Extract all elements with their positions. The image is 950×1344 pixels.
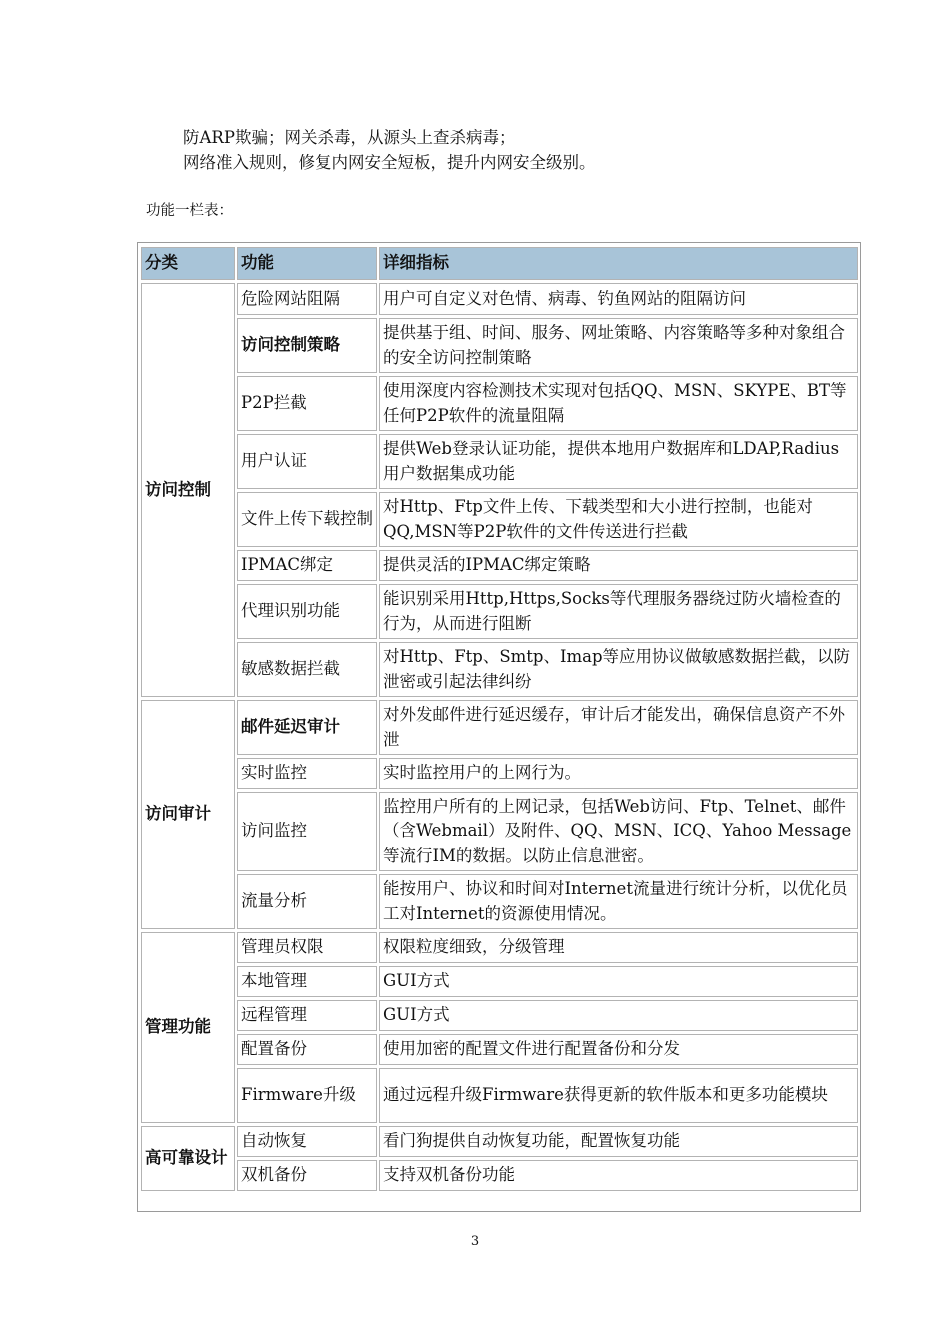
detail-cell: 对外发邮件进行延迟缓存，审计后才能发出，确保信息资产不外泄 — [379, 700, 858, 755]
detail-cell: GUI方式 — [379, 1000, 858, 1031]
feature-cell: 危险网站阻隔 — [237, 283, 377, 315]
detail-cell: 提供Web登录认证功能，提供本地用户数据库和LDAP,Radius用户数据集成功能 — [379, 434, 858, 489]
feature-cell: 用户认证 — [237, 434, 377, 489]
detail-cell: 权限粒度细致，分级管理 — [379, 932, 858, 963]
detail-cell: GUI方式 — [379, 966, 858, 997]
feature-table — [137, 242, 861, 1212]
table-header-cell: 功能 — [237, 247, 377, 280]
category-cell: 访问控制 — [141, 283, 235, 697]
detail-cell: 能识别采用Http,Https,Socks等代理服务器绕过防火墙检查的行为，从而进行阻断 — [379, 584, 858, 639]
feature-cell: 远程管理 — [237, 1000, 377, 1031]
table-header-cell: 分类 — [141, 247, 235, 280]
feature-cell: 文件上传下载控制 — [237, 492, 377, 547]
feature-cell: 配置备份 — [237, 1034, 377, 1065]
feature-cell: P2P拦截 — [237, 376, 377, 431]
page-number: 3 — [470, 1234, 480, 1249]
category-cell: 管理功能 — [141, 932, 235, 1123]
detail-cell: 实时监控用户的上网行为。 — [379, 758, 858, 789]
category-cell: 访问审计 — [141, 700, 235, 929]
detail-cell: 使用加密的配置文件进行配置备份和分发 — [379, 1034, 858, 1065]
feature-cell: IPMAC绑定 — [237, 550, 377, 581]
feature-cell: 邮件延迟审计 — [237, 700, 377, 755]
table-header-cell: 详细指标 — [379, 247, 858, 280]
feature-cell: 访问监控 — [237, 792, 377, 871]
feature-cell: 代理识别功能 — [237, 584, 377, 639]
detail-cell: 提供基于组、时间、服务、网址策略、内容策略等多种对象组合的安全访问控制策略 — [379, 318, 858, 373]
detail-cell: 提供灵活的IPMAC绑定策略 — [379, 550, 858, 581]
feature-cell: 流量分析 — [237, 874, 377, 929]
detail-cell: 对Http、Ftp文件上传、下载类型和大小进行控制，也能对QQ,MSN等P2P软件的文件传送进行拦截 — [379, 492, 858, 547]
detail-cell: 支持双机备份功能 — [379, 1160, 858, 1191]
feature-cell: Firmware升级 — [237, 1068, 377, 1123]
feature-cell: 实时监控 — [237, 758, 377, 789]
detail-cell: 使用深度内容检测技术实现对包括QQ、MSN、SKYPE、BT等任何P2P软件的流量阻隔 — [379, 376, 858, 431]
detail-cell: 用户可自定义对色情、病毒、钓鱼网站的阻隔访问 — [379, 283, 858, 315]
detail-cell: 通过远程升级Firmware获得更新的软件版本和更多功能模块 — [379, 1068, 858, 1123]
feature-cell: 敏感数据拦截 — [237, 642, 377, 697]
feature-cell: 访问控制策略 — [237, 318, 377, 373]
intro-line-1: 防ARP欺骗；网关杀毒，从源头上查杀病毒； — [183, 128, 516, 147]
feature-cell: 自动恢复 — [237, 1126, 377, 1157]
feature-cell: 双机备份 — [237, 1160, 377, 1191]
intro-line-2: 网络准入规则，修复内网安全短板，提升内网安全级别。 — [183, 153, 596, 172]
table-caption: 功能一栏表： — [146, 203, 233, 219]
feature-cell: 管理员权限 — [237, 932, 377, 963]
detail-cell: 看门狗提供自动恢复功能，配置恢复功能 — [379, 1126, 858, 1157]
detail-cell: 能按用户、协议和时间对Internet流量进行统计分析，以优化员工对Internet的资源使用情况。 — [379, 874, 858, 929]
detail-cell: 对Http、Ftp、Smtp、Imap等应用协议做敏感数据拦截，以防泄密或引起法律纠纷 — [379, 642, 858, 697]
detail-cell: 监控用户所有的上网记录，包括Web访问、Ftp、Telnet、邮件（含Webmail）及附件、QQ、MSN、ICQ、Yahoo Message等流行IM的数据。以防止信息泄密。 — [379, 792, 858, 871]
feature-cell: 本地管理 — [237, 966, 377, 997]
category-cell: 高可靠设计 — [141, 1126, 235, 1191]
